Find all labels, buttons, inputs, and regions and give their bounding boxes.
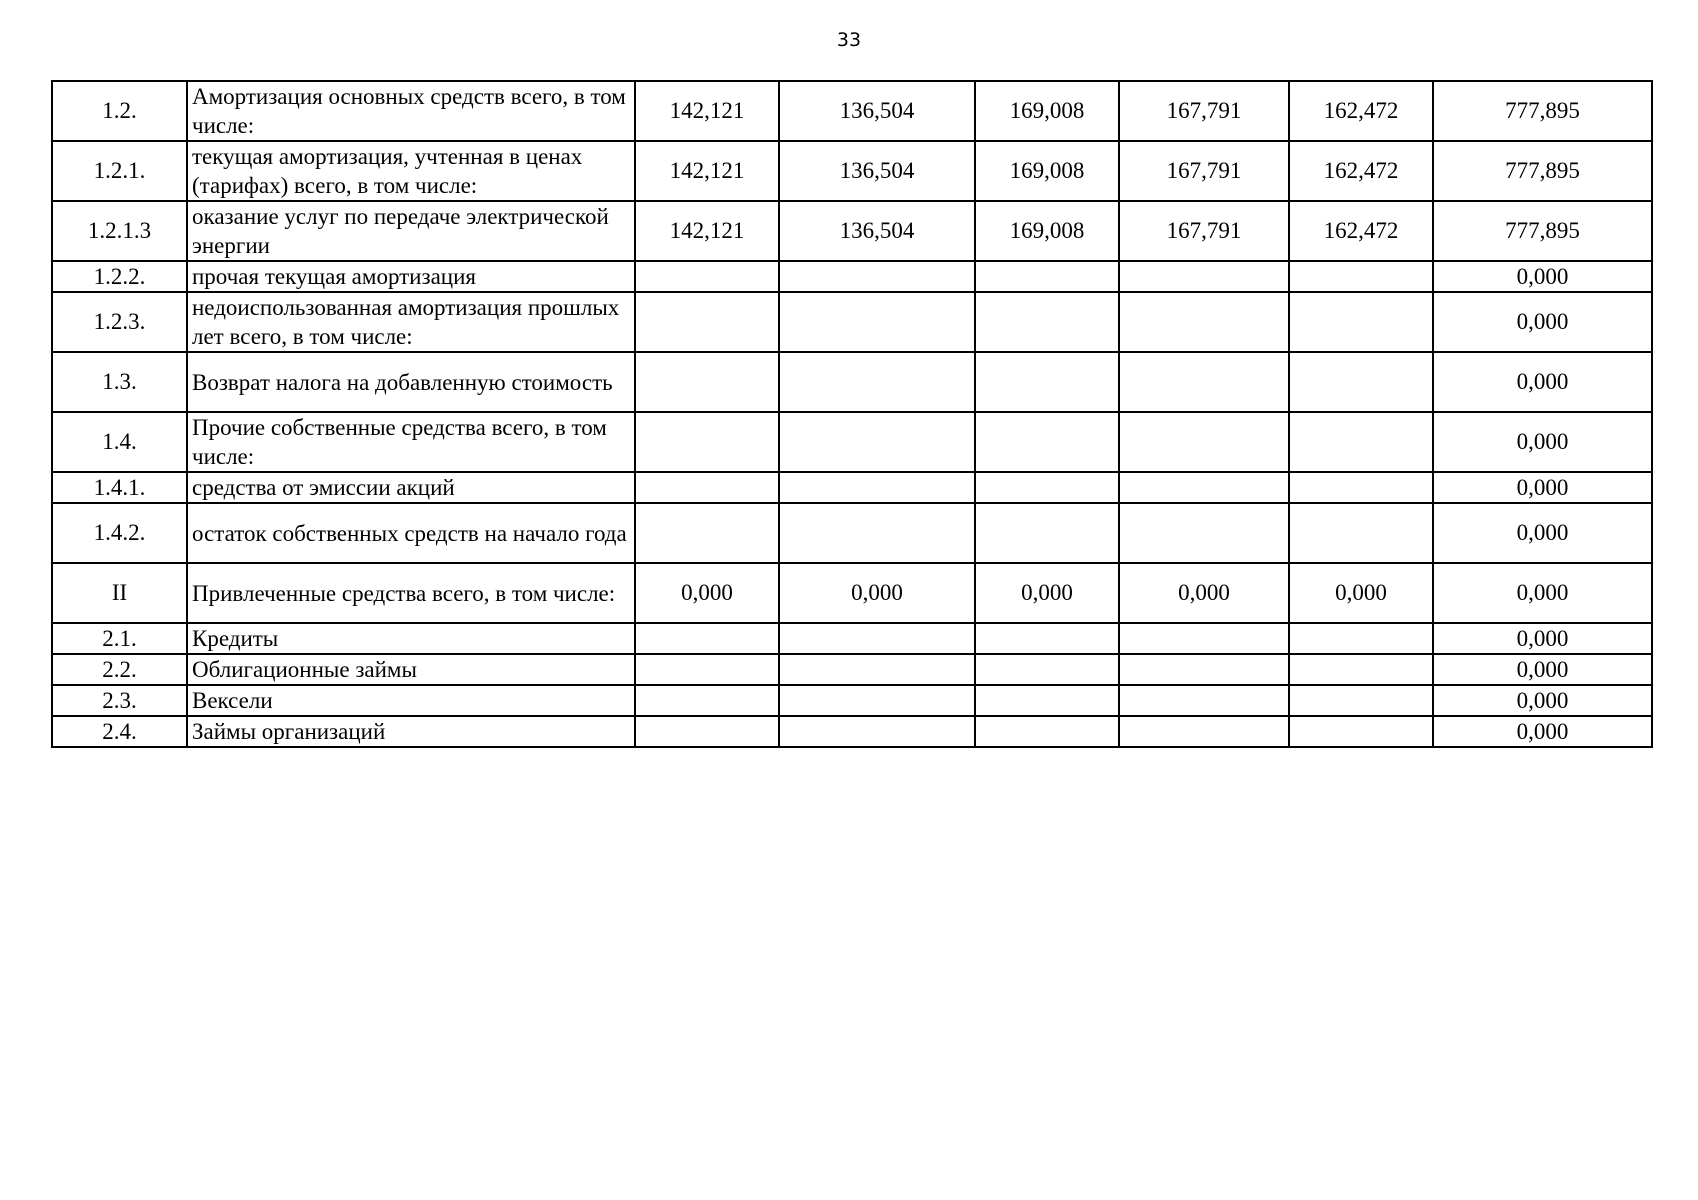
value-cell: 169,008: [975, 81, 1119, 141]
value-cell: [1119, 716, 1289, 747]
value-cell: 142,121: [635, 81, 779, 141]
total-cell: 0,000: [1433, 716, 1652, 747]
row-name: Вексели: [187, 685, 635, 716]
value-cell: [635, 292, 779, 352]
table-row: [52, 201, 1652, 261]
table-row: [52, 412, 1652, 472]
table-row: [52, 81, 1652, 141]
value-cell: [1119, 503, 1289, 563]
total-cell: 0,000: [1433, 654, 1652, 685]
value-cell: 142,121: [635, 141, 779, 201]
value-cell: [779, 685, 975, 716]
value-cell: [1289, 472, 1433, 503]
value-cell: 0,000: [1289, 563, 1433, 623]
row-number: 2.4.: [52, 716, 187, 747]
table-row: [52, 654, 1652, 685]
row-number: 2.2.: [52, 654, 187, 685]
value-cell: [975, 472, 1119, 503]
value-cell: [1119, 685, 1289, 716]
row-name: текущая амортизация, учтенная в ценах (тарифах) всего, в том числе:: [187, 141, 635, 201]
value-cell: [779, 503, 975, 563]
value-cell: 0,000: [635, 563, 779, 623]
value-cell: [1119, 261, 1289, 292]
total-cell: 0,000: [1433, 685, 1652, 716]
value-cell: [779, 716, 975, 747]
row-name: Амортизация основных средств всего, в том числе:: [187, 81, 635, 141]
total-cell: 777,895: [1433, 201, 1652, 261]
value-cell: 162,472: [1289, 201, 1433, 261]
row-number: 1.3.: [52, 352, 187, 412]
value-cell: [635, 623, 779, 654]
value-cell: [1289, 352, 1433, 412]
value-cell: [1119, 352, 1289, 412]
value-cell: [1119, 654, 1289, 685]
value-cell: 136,504: [779, 201, 975, 261]
value-cell: [635, 654, 779, 685]
value-cell: 167,791: [1119, 81, 1289, 141]
total-cell: 0,000: [1433, 261, 1652, 292]
value-cell: [1289, 503, 1433, 563]
value-cell: 169,008: [975, 201, 1119, 261]
table-row: [52, 716, 1652, 747]
total-cell: 0,000: [1433, 352, 1652, 412]
value-cell: [1289, 261, 1433, 292]
value-cell: 162,472: [1289, 81, 1433, 141]
row-name: оказание услуг по передаче электрической энергии: [187, 201, 635, 261]
data-table: [51, 80, 1653, 748]
value-cell: [975, 654, 1119, 685]
value-cell: [779, 623, 975, 654]
page-number: 33: [836, 29, 862, 51]
row-number: 1.2.3.: [52, 292, 187, 352]
value-cell: [975, 716, 1119, 747]
value-cell: [635, 261, 779, 292]
value-cell: [635, 716, 779, 747]
row-number: 1.2.: [52, 81, 187, 141]
value-cell: 162,472: [1289, 141, 1433, 201]
value-cell: [975, 292, 1119, 352]
total-cell: 0,000: [1433, 472, 1652, 503]
row-name: Займы организаций: [187, 716, 635, 747]
value-cell: [779, 654, 975, 685]
value-cell: [635, 412, 779, 472]
value-cell: [635, 685, 779, 716]
value-cell: [1119, 412, 1289, 472]
value-cell: [975, 623, 1119, 654]
value-cell: 136,504: [779, 81, 975, 141]
value-cell: [635, 503, 779, 563]
value-cell: [975, 685, 1119, 716]
row-number: 1.2.1.3: [52, 201, 187, 261]
value-cell: [1289, 685, 1433, 716]
table-row: [52, 472, 1652, 503]
row-number: 1.4.2.: [52, 503, 187, 563]
value-cell: [779, 352, 975, 412]
row-name: Прочие собственные средства всего, в том числе:: [187, 412, 635, 472]
value-cell: [1289, 412, 1433, 472]
total-cell: 0,000: [1433, 503, 1652, 563]
total-cell: 777,895: [1433, 81, 1652, 141]
value-cell: [1119, 292, 1289, 352]
value-cell: [779, 292, 975, 352]
row-number: 2.1.: [52, 623, 187, 654]
table-row: [52, 292, 1652, 352]
row-number: 1.4.1.: [52, 472, 187, 503]
value-cell: [779, 261, 975, 292]
value-cell: [635, 352, 779, 412]
value-cell: [1289, 716, 1433, 747]
value-cell: 0,000: [1119, 563, 1289, 623]
value-cell: [1289, 623, 1433, 654]
table-row: [52, 563, 1652, 623]
row-number: 1.2.1.: [52, 141, 187, 201]
total-cell: 0,000: [1433, 623, 1652, 654]
value-cell: [975, 352, 1119, 412]
total-cell: 0,000: [1433, 563, 1652, 623]
value-cell: 167,791: [1119, 201, 1289, 261]
value-cell: [975, 261, 1119, 292]
value-cell: [1119, 623, 1289, 654]
value-cell: [975, 412, 1119, 472]
table-row: [52, 141, 1652, 201]
value-cell: 0,000: [975, 563, 1119, 623]
value-cell: 0,000: [779, 563, 975, 623]
value-cell: [1119, 472, 1289, 503]
value-cell: [635, 472, 779, 503]
value-cell: [1289, 292, 1433, 352]
table-row: [52, 352, 1652, 412]
row-name: Привлеченные средства всего, в том числе:: [187, 563, 635, 623]
row-name: Возврат налога на добавленную стоимость: [187, 352, 635, 412]
row-number: 1.4.: [52, 412, 187, 472]
value-cell: 167,791: [1119, 141, 1289, 201]
total-cell: 0,000: [1433, 412, 1652, 472]
row-name: средства от эмиссии акций: [187, 472, 635, 503]
value-cell: 142,121: [635, 201, 779, 261]
value-cell: [975, 503, 1119, 563]
row-number: 1.2.2.: [52, 261, 187, 292]
row-number: II: [52, 563, 187, 623]
row-name: Кредиты: [187, 623, 635, 654]
row-name: Облигационные займы: [187, 654, 635, 685]
total-cell: 0,000: [1433, 292, 1652, 352]
table-row: [52, 261, 1652, 292]
table-row: [52, 685, 1652, 716]
row-number: 2.3.: [52, 685, 187, 716]
value-cell: [779, 412, 975, 472]
row-name: недоиспользованная амортизация прошлых лет всего, в том числе:: [187, 292, 635, 352]
value-cell: [779, 472, 975, 503]
table-row: [52, 623, 1652, 654]
value-cell: 169,008: [975, 141, 1119, 201]
total-cell: 777,895: [1433, 141, 1652, 201]
value-cell: [1289, 654, 1433, 685]
row-name: остаток собственных средств на начало года: [187, 503, 635, 563]
value-cell: 136,504: [779, 141, 975, 201]
row-name: прочая текущая амортизация: [187, 261, 635, 292]
table-row: [52, 503, 1652, 563]
